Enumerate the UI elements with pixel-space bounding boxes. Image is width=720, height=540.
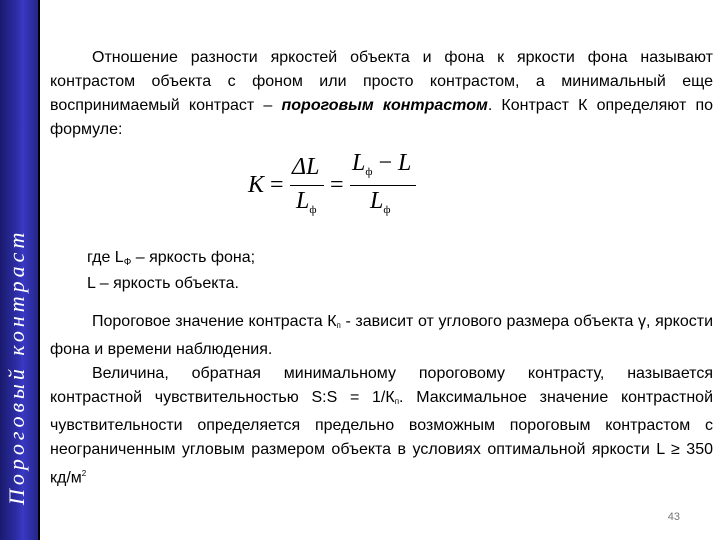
threshold-paragraph: Пороговое значение контраста Кп - зависит от углового размера объекта γ, яркости фона и времени наблюдения. [50,313,714,358]
page-number: 43 [667,511,680,523]
contrast-formula [248,148,428,226]
intro-text-end: . Контраст К определяют по формуле: [50,97,713,138]
fraction-line-2 [350,185,416,186]
formula-denominator: $L_ф$ [370,188,391,216]
sidebar-title: Пороговый контраст [4,228,29,505]
sidebar [0,0,40,540]
formula-delta-den: $L_ф$ [296,188,317,216]
sensitivity-paragraph: Величина, обратная минимальному пороговому контрасту, называется контрастной чувствительностью S:S = 1/Кп. Максимальное значение контрастной чувствительности определяется предельно возможным пороговым контрастом с неограниченным угловым размером объекта в условиях оптимальной яркости L ≥ 350 $кд/м^2$ [50,365,713,487]
formula-eq2: = [330,172,344,198]
intro-text: Отношение разности яркостей объекта и фона к яркости фона называют контрастом объекта с фоном или просто контрастом, а минимальный еще воспринимаемый контраст – [50,49,713,114]
body-paragraphs [50,310,713,490]
formula-k: K [248,172,265,198]
formula-numerator: $L_ф - L$ [352,150,412,178]
formula-delta-num: ΔL [292,154,320,180]
where-line-2: L – яркость объекта. [87,275,239,292]
where-line-1: где $L_Ф$ – яркость фона; [87,249,256,268]
formula-eq1: = [270,172,284,198]
intro-paragraph [50,46,713,142]
fraction-line-1 [290,185,324,186]
emphasis-term: пороговым контрастом [281,97,488,114]
